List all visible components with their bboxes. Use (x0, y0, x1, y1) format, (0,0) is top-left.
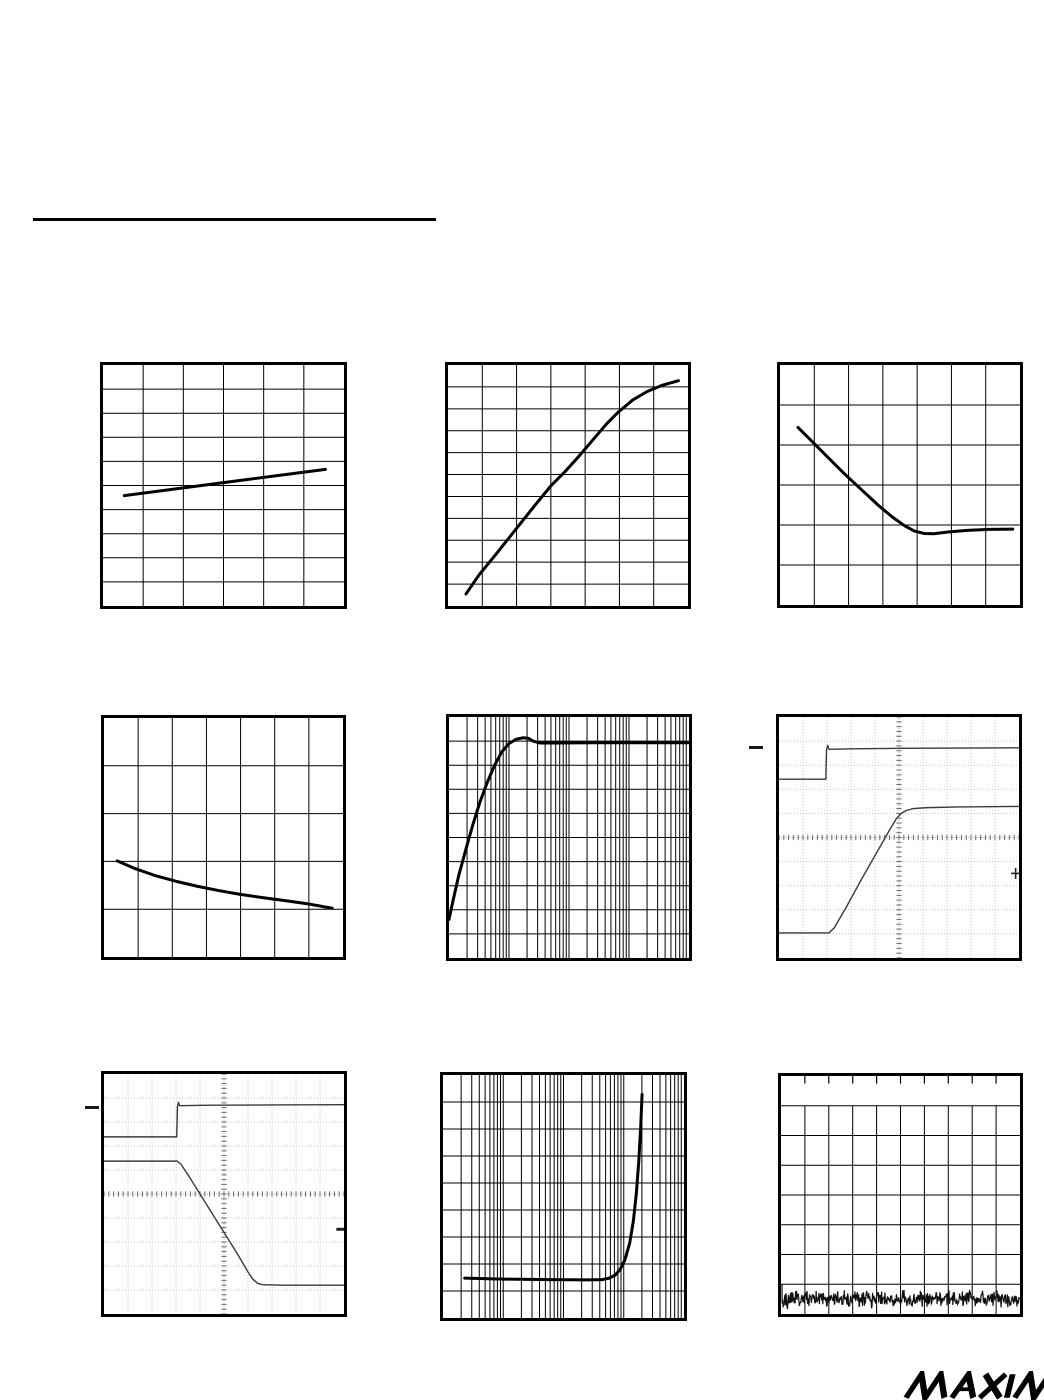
graph-bottom-middle (440, 1072, 687, 1321)
graph-bottom-left-oscilloscope (101, 1071, 347, 1317)
trace (798, 427, 1013, 533)
plot-canvas (103, 365, 344, 606)
trace (117, 861, 332, 908)
graph-top-left (100, 362, 347, 609)
ground-ref-dash-icon (85, 1106, 99, 1109)
plot-canvas (448, 365, 688, 606)
plot-canvas (443, 1075, 684, 1318)
trace (465, 1094, 642, 1279)
graph-top-middle (445, 362, 691, 609)
maxim-logo (902, 1371, 1044, 1400)
graph-bottom-right (778, 1073, 1023, 1317)
plot-canvas (781, 1076, 1020, 1314)
graph-mid-middle (446, 714, 692, 961)
plot-canvas (449, 717, 689, 958)
plot-canvas (104, 718, 343, 957)
maxim-logo-art (902, 1371, 1044, 1400)
graph-mid-left (101, 715, 346, 960)
plot-canvas (779, 717, 1019, 958)
ground-ref-dash-icon (749, 746, 763, 749)
graph-top-right (777, 362, 1023, 608)
plot-canvas (104, 1074, 344, 1314)
plot-canvas (780, 365, 1020, 605)
title-underline-rule (33, 218, 436, 221)
trace (124, 469, 325, 495)
graph-mid-right-oscilloscope (776, 714, 1022, 961)
